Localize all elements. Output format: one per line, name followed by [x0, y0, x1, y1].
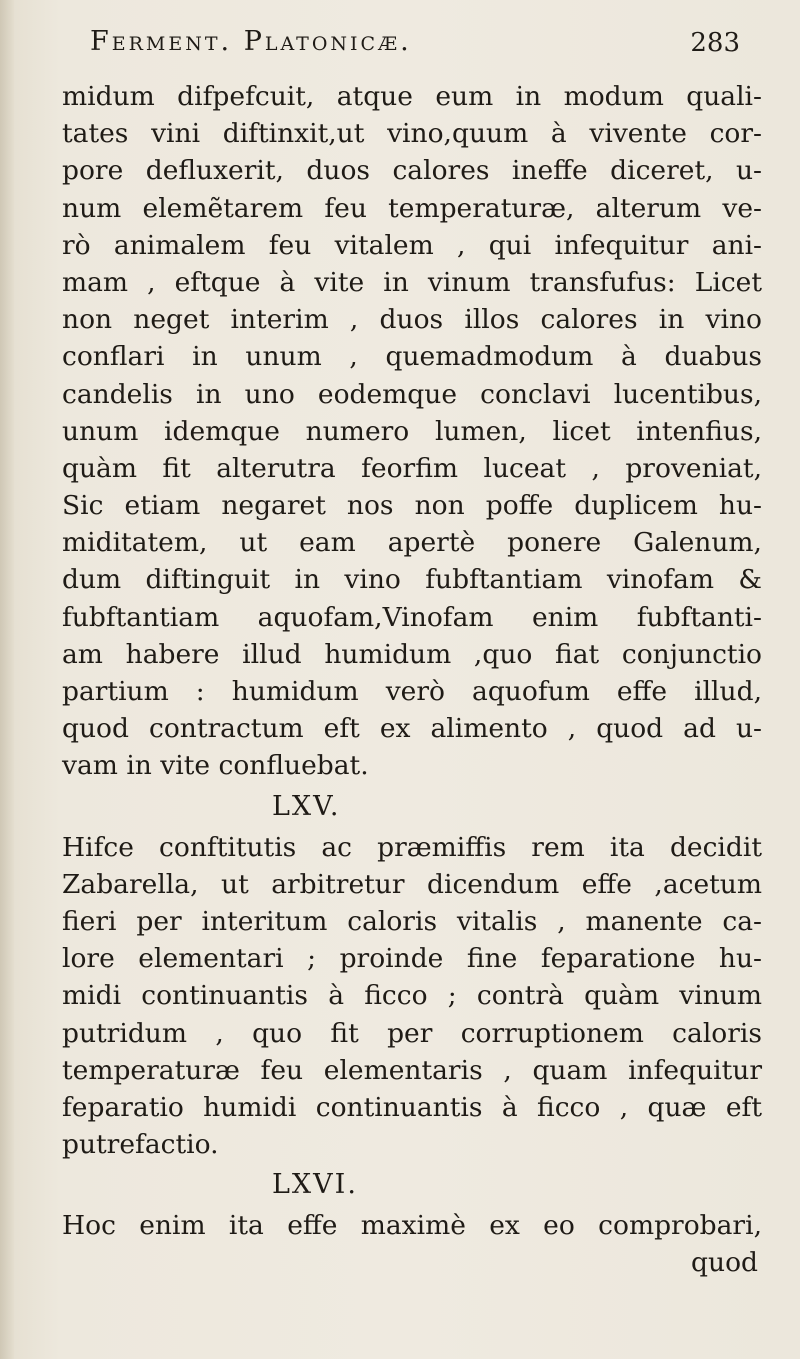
section-number: LXV.: [272, 790, 341, 822]
text-line: Hifce conftitutis ac præmiffis rem ita decidit: [62, 831, 762, 863]
text-line: non neget interim , duos illos calores in vino: [62, 304, 762, 336]
page-gutter: [0, 0, 14, 1359]
text-line: candelis in uno eodemque conclavi lucentibus,: [62, 378, 762, 410]
text-line: lore elementari ; proinde fine feparatione hu-: [62, 943, 762, 975]
text-line: mam , eftque à vite in vinum transfufus: Licet: [62, 266, 762, 298]
page-number: 283: [690, 28, 740, 58]
text-line: unum idemque numero lumen, licet intenfius,: [62, 415, 762, 447]
text-line: miditatem, ut eam apertè ponere Galenum,: [62, 527, 762, 559]
text-line: putrefactio.: [62, 1129, 219, 1161]
text-line: rò animalem feu vitalem , qui infequitur ani-: [62, 229, 762, 261]
text-line: vam in vite confluebat.: [62, 750, 369, 782]
text-line: pore defluxerit, duos calores ineffe diceret, u-: [62, 155, 762, 187]
section-number: LXVI.: [272, 1169, 358, 1201]
text-line: dum diftinguit in vino fubftantiam vinofam &: [62, 564, 762, 596]
catchword: quod: [691, 1247, 758, 1279]
text-line: am habere illud humidum ,quo fiat conjunctio: [62, 638, 762, 670]
text-line: feparatio humidi continuantis à ficco , quæ eft: [62, 1091, 762, 1123]
text-line: temperaturæ feu elementaris , quam infequitur: [62, 1054, 762, 1086]
text-line: Zabarella, ut arbitretur dicendum effe ,acetum: [62, 868, 762, 900]
running-head: Ferment. Platonicæ.: [90, 26, 412, 57]
text-line: Sic etiam negaret nos non poffe duplicem hu-: [62, 490, 762, 522]
text-line: fieri per interitum caloris vitalis , manente ca-: [62, 905, 762, 937]
text-line: fubftantiam aquofam,Vinofam enim fubftanti-: [62, 601, 762, 633]
text-line: putridum , quo fit per corruptionem caloris: [62, 1017, 762, 1049]
text-line: num elemẽtarem feu temperaturæ, alterum ve-: [62, 192, 762, 224]
text-line: Hoc enim ita effe maximè ex eo comprobari,: [62, 1210, 762, 1242]
text-line: midum difpefcuit, atque eum in modum quali-: [62, 81, 762, 112]
text-line: quod contractum eft ex alimento , quod ad u-: [62, 713, 762, 745]
text-line: partium : humidum verò aquofum effe illud,: [62, 676, 762, 707]
page-header: [90, 22, 740, 70]
text-line: tates vini diftinxit,ut vino,quum à vivente cor-: [62, 118, 762, 150]
text-block: [62, 78, 762, 1282]
text-line: midi continuantis à ficco ; contrà quàm vinum: [62, 980, 762, 1012]
text-line: conflari in unum , quemadmodum à duabus: [62, 341, 762, 373]
text-line: quàm fit alterutra feorfim luceat , proveniat,: [62, 452, 762, 484]
